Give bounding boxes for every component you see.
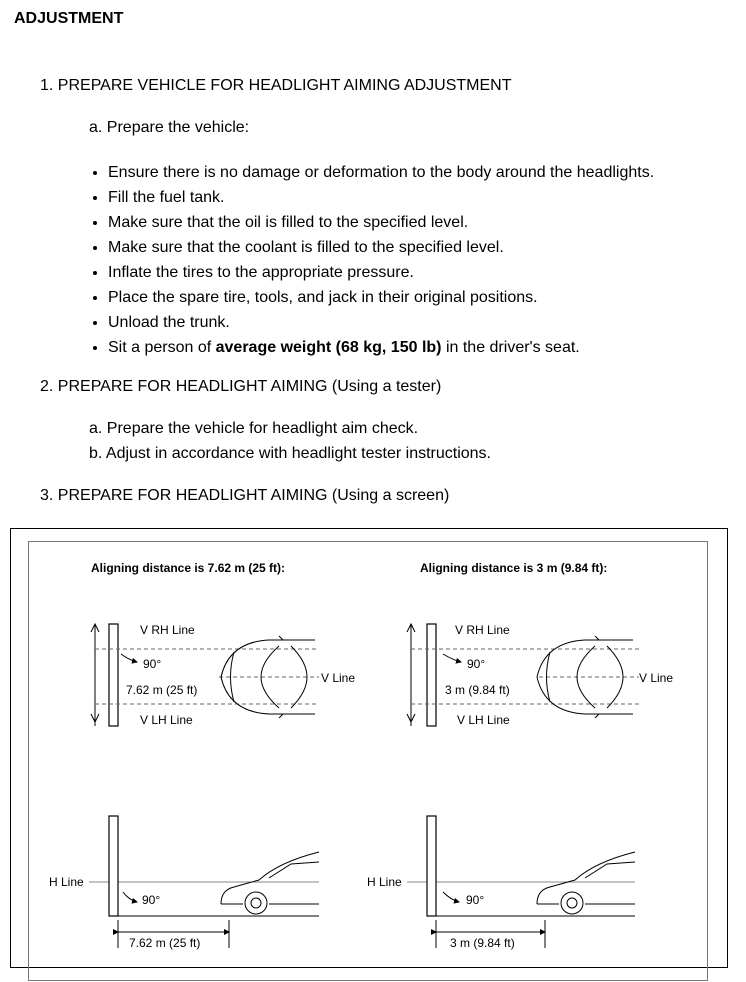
right-distance-label: 3 m (9.84 ft) xyxy=(445,683,510,697)
list-item: • Make sure that the oil is filled to the specified level. xyxy=(108,210,654,235)
bullet-text-before: Sit a person of xyxy=(108,339,216,356)
left-distance2-label: 7.62 m (25 ft) xyxy=(129,936,201,950)
left-distance-label: 7.62 m (25 ft) xyxy=(126,683,198,697)
left-angle-label: 90° xyxy=(143,657,162,671)
left-angle-arc xyxy=(121,654,137,662)
left-caption: Aligning distance is 7.62 m (25 ft): xyxy=(91,561,286,575)
list-item: • Place the spare tire, tools, and jack in their original positions. xyxy=(108,285,654,310)
left-car-side-icon xyxy=(221,852,319,914)
left-v-line-label: V Line xyxy=(321,671,356,685)
list-item: • Ensure there is no damage or deformation to the body around the headlights. xyxy=(108,160,654,185)
left-screen-side xyxy=(109,816,118,916)
right-screen-side xyxy=(427,816,436,916)
right-caption: Aligning distance is 3 m (9.84 ft): xyxy=(420,561,608,575)
list-item xyxy=(108,335,654,360)
right-diagram xyxy=(367,561,673,950)
bullet-text-bold: average weight (68 kg, 150 lb) xyxy=(215,339,442,356)
step-1a: a. Prepare the vehicle: xyxy=(89,119,250,136)
left-angle2-label: 90° xyxy=(142,893,161,907)
right-v-lh-label: V LH Line xyxy=(457,713,510,727)
left-up-arrow xyxy=(91,624,99,640)
right-angle-label: 90° xyxy=(467,657,486,671)
prep-checklist xyxy=(89,160,654,360)
left-v-rh-label: V RH Line xyxy=(140,623,195,637)
right-angle2-label: 90° xyxy=(466,893,485,907)
step-3-heading: 3. PREPARE FOR HEADLIGHT AIMING (Using a screen) xyxy=(40,487,450,504)
right-angle-arc xyxy=(443,654,461,662)
right-angle2-arc xyxy=(443,892,459,902)
step-1-heading: 1. PREPARE VEHICLE FOR HEADLIGHT AIMING ADJUSTMENT xyxy=(40,77,512,94)
right-distance2-label: 3 m (9.84 ft) xyxy=(450,936,515,950)
figure-inner-border xyxy=(28,541,708,981)
list-item: • Inflate the tires to the appropriate pressure. xyxy=(108,260,654,285)
aiming-diagram xyxy=(29,542,709,982)
figure-frame xyxy=(10,528,728,968)
left-h-line-label: H Line xyxy=(49,875,84,889)
section-title: ADJUSTMENT xyxy=(14,10,124,27)
bullet-text-after: in the driver's seat. xyxy=(441,339,580,356)
right-v-line-label: V Line xyxy=(639,671,674,685)
step-2-heading: 2. PREPARE FOR HEADLIGHT AIMING (Using a tester) xyxy=(40,378,442,395)
list-item: • Make sure that the coolant is filled to the specified level. xyxy=(108,235,654,260)
left-angle2-arc xyxy=(123,892,137,902)
step-2a: a. Prepare the vehicle for headlight aim check. xyxy=(89,420,419,437)
right-v-rh-label: V RH Line xyxy=(455,623,510,637)
list-item: • Unload the trunk. xyxy=(108,310,654,335)
right-screen-top xyxy=(427,624,436,726)
step-2b: b. Adjust in accordance with headlight tester instructions. xyxy=(89,445,491,462)
list-item: • Fill the fuel tank. xyxy=(108,185,654,210)
left-v-lh-label: V LH Line xyxy=(140,713,193,727)
left-diagram xyxy=(49,561,355,950)
right-up-arrow xyxy=(407,624,415,640)
right-h-line-label: H Line xyxy=(367,875,402,889)
right-car-side-icon xyxy=(537,852,635,914)
left-screen-top xyxy=(109,624,118,726)
